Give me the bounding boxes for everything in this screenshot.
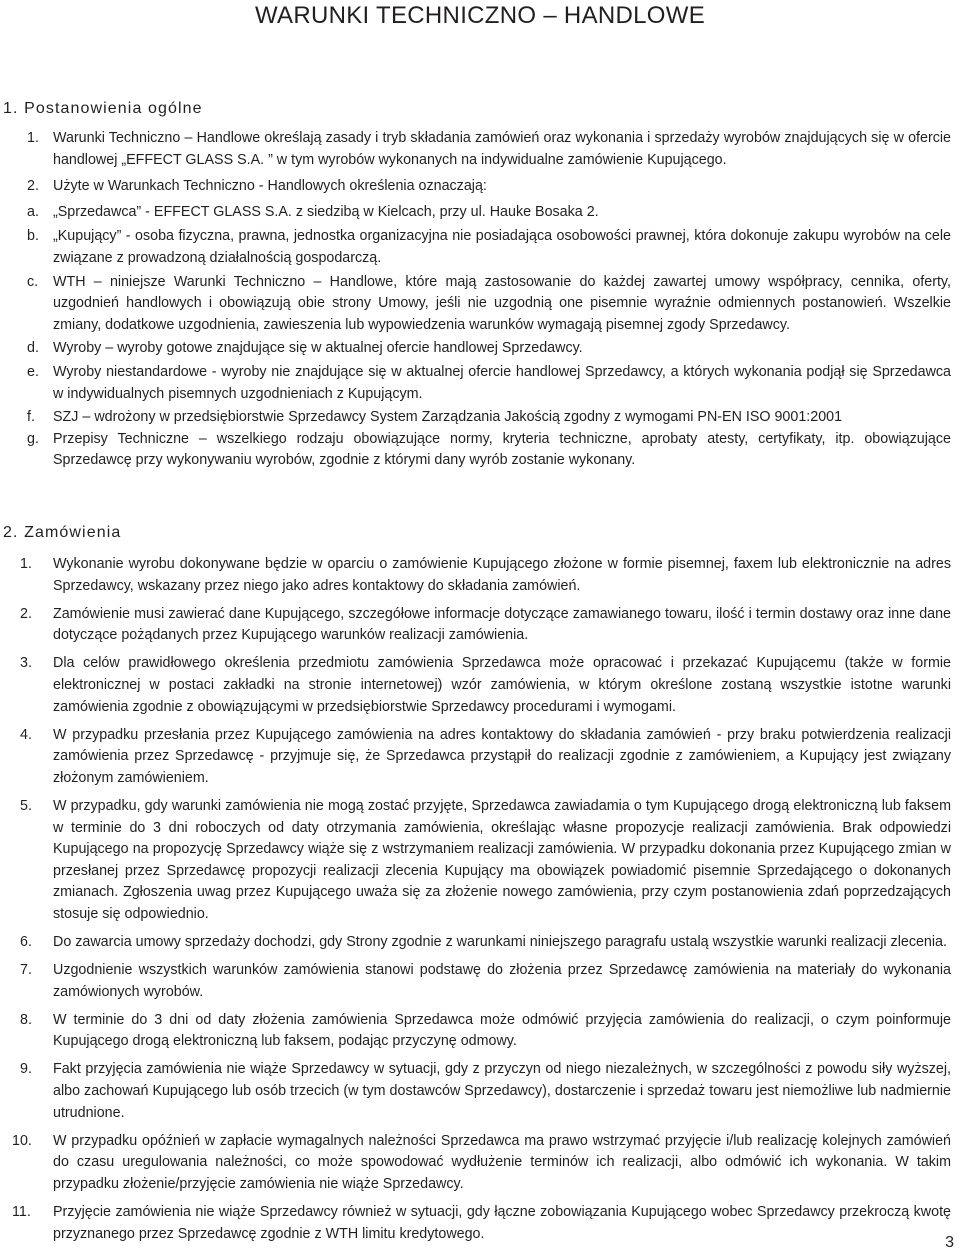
list-item	[0, 604, 960, 647]
list-item-text: W terminie do 3 dni od daty złożenia zamówienia Sprzedawca może odmówić przyjęcia zamówienia do realizacji, o czym poinformuje Kupującego drogą elektroniczną lub faksem, podając przyczynę odmowy.	[53, 1011, 951, 1050]
list-item	[0, 429, 960, 472]
list-item	[0, 960, 960, 1003]
list-item-text: Warunki Techniczno – Handlowe określają zasady i tryb składania zamówień oraz wykonania i sprzedaży wyrobów znajdujących się w ofercie handlowej „EFFECT GLASS S.A. ” w tym wyrobów wykonanych na indywidualne zamówienie Kupującego.	[53, 130, 951, 168]
list-item	[0, 176, 960, 198]
list-item	[0, 202, 960, 224]
list-item-text: W przypadku przesłania przez Kupującego zamówienia na adres kontaktowy do składania zamówień - przy braku potwierdzenia realizacji zamówienia przez Sprzedawcę - przyjmuje się, że Sprzedawca przystąpił do realizacji zgodnie z zamówieniem, a Kupujący jest związany złożonym zamówieniem.	[53, 726, 951, 786]
list-item	[0, 554, 960, 597]
list-item-text: Fakt przyjęcia zamówienia nie wiąże Sprzedawcy w sytuacji, gdy z przyczyn od niego niezależnych, w szczególności z powodu siły wyższej, albo zachowań Kupującego lub osób trzecich (w tym dostawców Sprzedawcy), dostarczenie i sprzedaż towaru jest niemożliwe lub nadmiernie utrudnione.	[53, 1061, 951, 1121]
list-item	[0, 1010, 960, 1053]
list-item-text: Wykonanie wyrobu dokonywane będzie w oparciu o zamówienie Kupującego złożone w formie pisemnej, faxem lub elektronicznie na adres Sprzedawcy, wskazany przez niego jako adres kontaktowy do składania zamówień.	[53, 556, 951, 594]
list-item-marker: 6.	[20, 934, 32, 950]
list-item-marker: 11.	[12, 1204, 31, 1221]
list-item	[0, 226, 960, 269]
list-item-text: Dla celów prawidłowego określenia przedmiotu zamówienia Sprzedawca może opracować i przekazać Kupującemu (także w formie elektronicznej w postaci zakładki na stronie internetowej) wzór zamówienia, w którym określone zostaną wszystkie istotne warunki zamówienia zgodnie z obowiązującymi w przedsiębiorstwie Sprzedawcy procedurami i wymogami.	[53, 655, 951, 715]
list-item	[0, 1131, 960, 1196]
list-item	[0, 725, 960, 790]
list-item-marker: 7.	[20, 962, 32, 979]
list-item-marker: a.	[27, 203, 39, 220]
orders-list	[0, 554, 960, 1252]
list-item	[0, 272, 960, 337]
list-item	[0, 1202, 960, 1245]
list-item-text: Wyroby niestandardowe - wyroby nie znajdujące się w aktualnej ofercie handlowej Sprzedawcy, a których wykonania podjął się Sprzedawca w indywidualnych pisemnych uzgodnieniach z Kupującym.	[53, 363, 951, 402]
list-item-marker: c.	[27, 273, 39, 290]
list-item-marker: e.	[27, 363, 39, 380]
list-item-marker: 1.	[27, 130, 39, 146]
list-item	[0, 128, 960, 171]
list-item	[0, 338, 960, 360]
list-item-text: SZJ – wdrożony w przedsiębiorstwie Sprzedawcy System Zarządzania Jakością zgodny z wymogami PN-EN ISO 9001:2001	[53, 409, 843, 426]
list-item	[0, 362, 960, 405]
list-item-marker: 3.	[20, 655, 32, 672]
list-item-text: Użyte w Warunkach Techniczno - Handlowych określenia oznaczają:	[53, 178, 487, 195]
list-item-text: W przypadku, gdy warunki zamówienia nie mogą zostać przyjęte, Sprzedawca zawiadamia o tym Kupującego drogą elektroniczną lub faksem w terminie do 3 dni roboczych od daty otrzymania zamówienia, określając własne propozycje realizacji zamówienia. Brak odpowiedzi Kupującego na propozycję Sprzedawcy wiąże się z wstrzymaniem realizacji zamówienia. W przypadku dokonania przez Kupującego zmian w przesłanej przez Sprzedawcę propozycji realizacji zlecenia Kupujący ma obowiązek powiadomić pisemnie Sprzedającego o dokonanych zmianach. Zgłoszenia uwag przez Kupującego uważa się za złożenie nowego zamówienia, przy czym postanowienia zdań poprzedzających stosuje się odpowiednio.	[53, 797, 951, 922]
list-item	[0, 407, 960, 429]
list-item-marker: b.	[27, 228, 39, 245]
list-item-marker: 4.	[20, 726, 32, 743]
list-item	[0, 796, 960, 926]
list-item-text: WTH – niniejsze Warunki Techniczno – Handlowe, które mają zastosowanie do każdej zawartej umowy współpracy, cennika, oferty, uzgodnień handlowych i obowiązują obie strony Umowy, jeśli nie uzgodnią one pisemnie wyraźnie odmiennych postanowień. Wszelkie zmiany, dodatkowe uzgodnienia, zawieszenia lub wypowiedzenia warunków wymagają pisemnej zgody Sprzedawcy.	[53, 273, 951, 333]
section-heading-general-provisions: 1. Postanowienia ogólne	[3, 100, 203, 117]
list-item	[0, 1059, 960, 1124]
list-item	[0, 932, 960, 954]
list-item-marker: 2.	[20, 605, 32, 622]
list-item-text: Przepisy Techniczne – wszelkiego rodzaju obowiązujące normy, kryteria techniczne, aprobaty atesty, certyfikaty, itp. obowiązujące Sprzedawcę przy wykonywaniu wyrobów, zgodnie z którymi dany wyrób zostanie wykonany.	[53, 430, 951, 469]
list-item-text: Zamówienie musi zawierać dane Kupującego, szczegółowe informacje dotyczące zamawianego towaru, ilość i termin dostawy oraz inne dane dotyczące pożądanych przez Kupującego warunków realizacji zamówienia.	[53, 605, 951, 644]
list-item-marker: g.	[27, 430, 39, 447]
list-item-text: Przyjęcie zamówienia nie wiąże Sprzedawcy również w sytuacji, gdy łączne zobowiązania Kupującego wobec Sprzedawcy przekroczą kwotę przyznanego przez Sprzedawcę zgodnie z WTH limitu kredytowego.	[53, 1204, 951, 1242]
general-provisions-list	[0, 128, 960, 472]
list-item-marker: 9.	[20, 1061, 32, 1078]
list-item-text: „Sprzedawca” - EFFECT GLASS S.A. z siedzibą w Kielcach, przy ul. Hauke Bosaka 2.	[53, 203, 599, 220]
list-item-text: Do zawarcia umowy sprzedaży dochodzi, gdy Strony zgodnie z warunkami niniejszego paragrafu ustalą wszystkie warunki realizacji zlecenia.	[53, 934, 947, 950]
section-heading-orders: 2. Zamówienia	[3, 524, 122, 541]
list-item-marker: f.	[27, 409, 35, 426]
list-item-marker: 10.	[12, 1132, 32, 1149]
list-item	[0, 653, 960, 718]
list-item-marker: 2.	[27, 178, 39, 195]
list-item-text: „Kupujący” - osoba fizyczna, prawna, jednostka organizacyjna nie posiadająca osobowości prawnej, która dokonuje zakupu wyrobów na cele związane z prowadzoną działalnością gospodarczą.	[53, 228, 951, 266]
list-item-marker: d.	[27, 340, 39, 357]
list-item-marker: 8.	[20, 1011, 32, 1028]
document-title: WARUNKI TECHNICZNO – HANDLOWE	[254, 2, 706, 29]
list-item-marker: 1.	[20, 556, 32, 572]
list-item-text: Uzgodnienie wszystkich warunków zamówienia stanowi podstawę do złożenia przez Sprzedawcę zamówienia na materiały do wykonania zamówionych wyrobów.	[53, 962, 951, 1000]
page-number: 3	[945, 1234, 954, 1251]
list-item-text: Wyroby – wyroby gotowe znajdujące się w aktualnej ofercie handlowej Sprzedawcy.	[53, 340, 583, 357]
list-item-text: W przypadku opóźnień w zapłacie wymagalnych należności Sprzedawca ma prawo wstrzymać przyjęcie i/lub realizację kolejnych zamówień do czasu uregulowania należności, co może spowodować wydłużenie terminów ich realizacji, albo odmówić ich wykonania. W takim przypadku złożenie/przyjęcie zamówienia nie wiąże Sprzedawcy.	[53, 1132, 951, 1192]
list-item-marker: 5.	[20, 797, 32, 814]
